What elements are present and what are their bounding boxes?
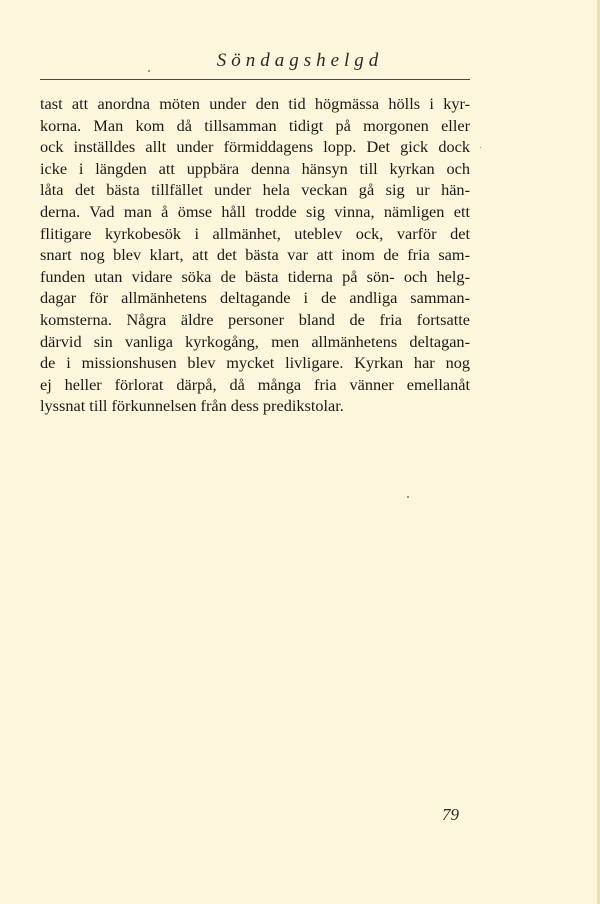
page-number: 79 (442, 805, 459, 824)
header-rule (40, 79, 470, 80)
paper-speck (407, 496, 409, 498)
running-head: Söndagshelgd (216, 50, 384, 71)
text-line: derna. Vad man å ömse håll trodde sig vinna, nämligen ett (40, 201, 470, 221)
text-line: ej heller förlorat därpå, då många fria vänner emellanåt (40, 374, 470, 394)
text-line: flitigare kyrkobesök i allmänhet, uteblev ock, varför det (40, 223, 470, 243)
text-line: komsterna. Några äldre personer bland de fria fortsatte (40, 309, 470, 329)
text-line: funden utan vidare söka de bästa tiderna på sön- och helg- (40, 266, 470, 286)
text-line: de i missionshusen blev mycket livligare. Kyrkan har nog (40, 353, 470, 373)
text-line: ock inställdes allt under förmiddagens lopp. Det gick dock (40, 137, 470, 157)
text-line: tast att anordna möten under den tid högmässa hölls i kyr- (40, 94, 470, 113)
body-text (40, 93, 470, 417)
text-line: dagar för allmänhetens deltagande i de andliga samman- (40, 288, 470, 308)
text-line: korna. Man kom då tillsamman tidigt på morgonen eller (40, 115, 470, 135)
text-line: icke i längden att uppbära denna hänsyn till kyrkan och (40, 158, 470, 178)
paper-speck (148, 70, 150, 72)
text-line: lyssnat till förkunnelsen från dess predikstolar. (40, 396, 344, 416)
text-line: låta det bästa tillfället under hela veckan gå sig ur hän- (40, 180, 470, 200)
text-line: därvid sin vanliga kyrkogång, men allmänhetens deltagan- (40, 331, 470, 351)
paper-speck (480, 147, 481, 148)
text-line: snart nog blev klart, att det bästa var att inom de fria sam- (40, 245, 470, 265)
